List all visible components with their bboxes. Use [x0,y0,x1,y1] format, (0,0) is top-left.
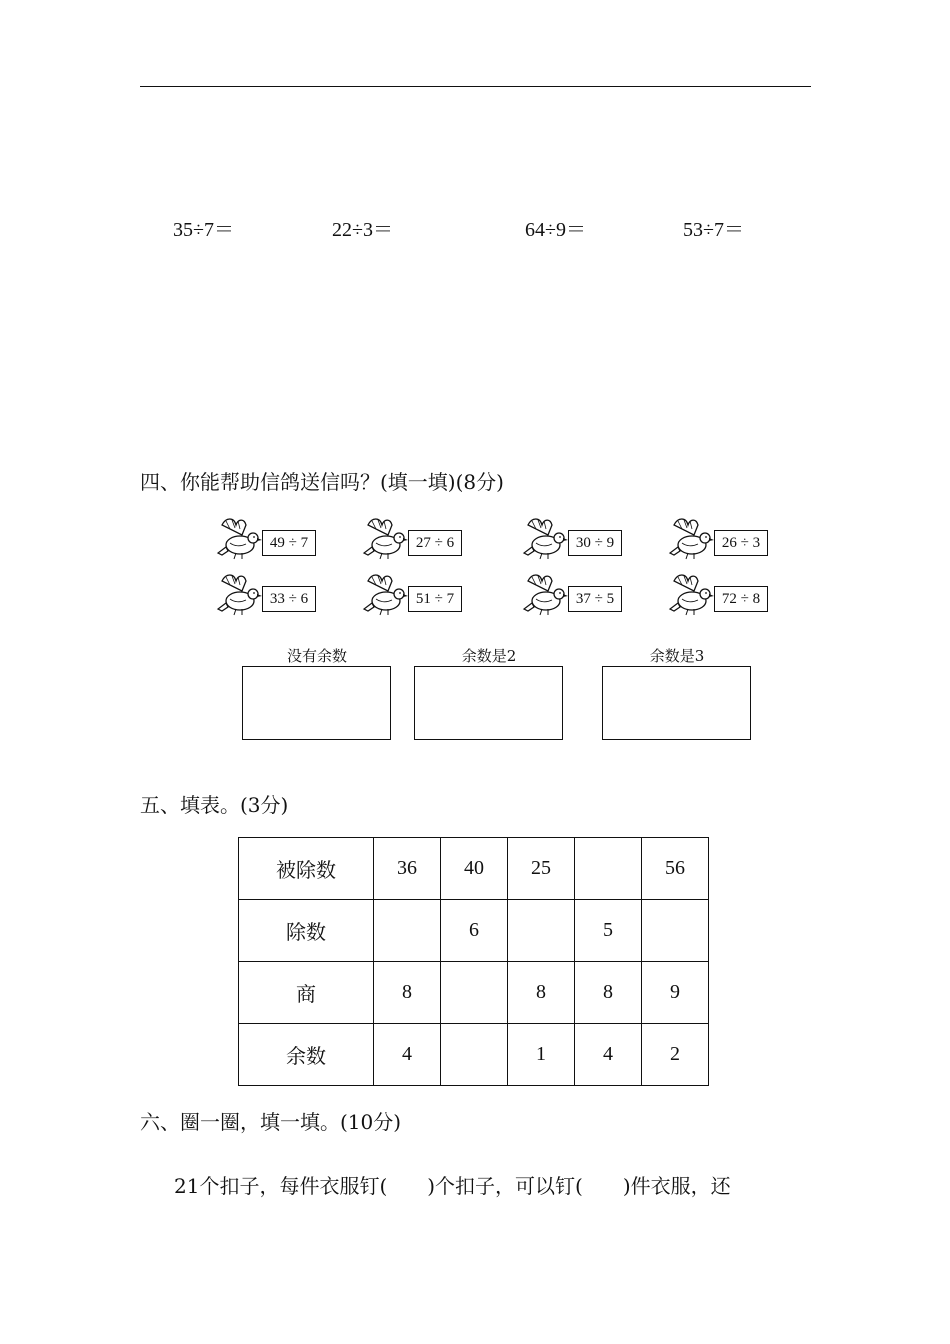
blank-cell[interactable] [642,900,709,962]
pigeon-card [522,513,632,563]
category-label-remainder-3: 余数是3 [649,647,705,665]
table-cell: 5 [575,900,642,962]
blank-cell[interactable] [575,838,642,900]
equation-4: 53÷7＝ [683,219,744,241]
category-label-no-remainder: 没有余数 [286,647,347,665]
pigeon-letter: 27 ÷ 6 [408,530,462,556]
pigeon-card [362,569,472,619]
row-header-dividend: 被除数 [239,838,374,900]
pigeon-icon [362,513,412,563]
pigeon-card [216,569,326,619]
table-row [239,838,709,900]
row-header-remainder: 余数 [239,1024,374,1086]
table-cell: 36 [374,838,441,900]
table-cell: 40 [441,838,508,900]
division-table [238,837,709,1086]
equation-3: 64÷9＝ [525,219,586,241]
pigeon-letter: 30 ÷ 9 [568,530,622,556]
pigeon-letter: 49 ÷ 7 [262,530,316,556]
row-header-divisor: 除数 [239,900,374,962]
table-row [239,1024,709,1086]
table-cell: 8 [575,962,642,1024]
category-box-no-remainder[interactable] [242,666,391,740]
pigeon-card [522,569,632,619]
header-rule [140,86,811,87]
pigeon-letter: 33 ÷ 6 [262,586,316,612]
table-row [239,900,709,962]
pigeon-letter: 51 ÷ 7 [408,586,462,612]
pigeon-letter: 26 ÷ 3 [714,530,768,556]
equation-2: 22÷3＝ [332,219,393,241]
section6-question-line: 21个扣子，每件衣服钉( )个扣子，可以钉( )件衣服，还 [174,1174,731,1198]
pigeon-card [668,513,778,563]
category-label-remainder-2: 余数是2 [461,647,517,665]
pigeon-icon [668,513,718,563]
pigeon-icon [216,569,266,619]
blank-cell[interactable] [508,900,575,962]
pigeon-icon [216,513,266,563]
pigeon-icon [668,569,718,619]
category-box-remainder-3[interactable] [602,666,751,740]
table-cell: 9 [642,962,709,1024]
blank-cell[interactable] [441,962,508,1024]
pigeon-card [216,513,326,563]
table-cell: 8 [508,962,575,1024]
pigeon-icon [522,569,572,619]
blank-cell[interactable] [374,900,441,962]
table-cell: 4 [374,1024,441,1086]
section4-title: 四、你能帮助信鸽送信吗？(填一填)(8分) [140,470,504,494]
table-cell: 1 [508,1024,575,1086]
equation-1: 35÷7＝ [173,219,234,241]
pigeon-letter: 72 ÷ 8 [714,586,768,612]
section6-title: 六、圈一圈，填一填。(10分) [140,1110,402,1134]
table-cell: 25 [508,838,575,900]
table-cell: 4 [575,1024,642,1086]
pigeon-card [668,569,778,619]
pigeon-card [362,513,472,563]
blank-cell[interactable] [441,1024,508,1086]
table-cell: 8 [374,962,441,1024]
pigeon-letter: 37 ÷ 5 [568,586,622,612]
section5-title: 五、填表。(3分) [140,793,289,817]
row-header-quotient: 商 [239,962,374,1024]
table-row [239,962,709,1024]
pigeon-icon [522,513,572,563]
pigeon-icon [362,569,412,619]
category-box-remainder-2[interactable] [414,666,563,740]
table-cell: 56 [642,838,709,900]
table-cell: 6 [441,900,508,962]
table-cell: 2 [642,1024,709,1086]
